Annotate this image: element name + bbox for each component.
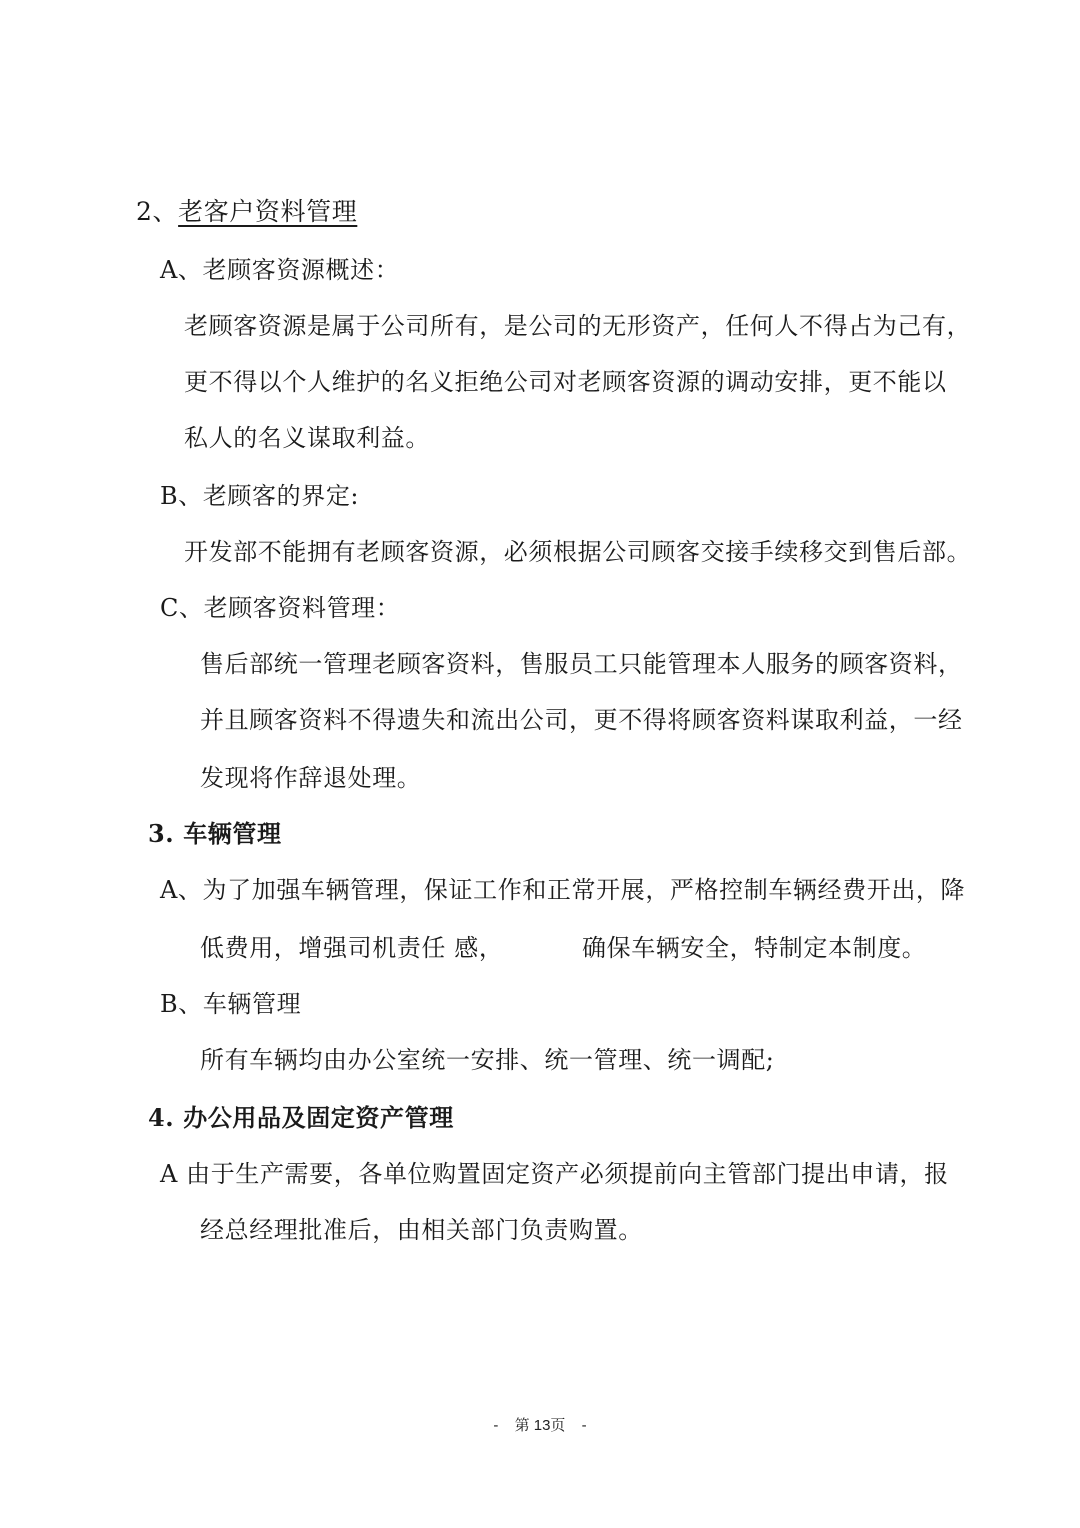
paragraph-line: A、为了加强车辆管理，保证工作和正常开展，严格控制车辆经费开出，降 <box>160 876 966 904</box>
paragraph-line: 所有车辆均由办公室统一安排、统一管理、统一调配; <box>200 1046 775 1074</box>
paragraph-line: 老顾客资源是属于公司所有，是公司的无形资产，任何人不得占为己有， <box>184 312 972 340</box>
paragraph-line: 发现将作辞退处理。 <box>200 764 422 792</box>
subsection-2a-heading: A、老顾客资源概述： <box>160 256 400 284</box>
paragraph-line: 确保车辆安全，特制定本制度。 <box>582 934 927 962</box>
paragraph-line: 经总经理批准后，由相关部门负责购置。 <box>200 1216 643 1244</box>
section-2-number: 2、 <box>136 197 179 226</box>
paragraph-line: 私人的名义谋取利益。 <box>184 424 430 452</box>
paragraph-line: 低费用，增强司机责任 感， <box>200 934 504 962</box>
section-2-title: 老客户资料管理 <box>178 197 358 226</box>
subsection-3b-heading: B、车辆管理 <box>160 990 302 1018</box>
paragraph-line: 开发部不能拥有老顾客资源，必须根据公司顾客交接手续移交到售后部。 <box>184 538 972 566</box>
footer-dash-left: - <box>493 1417 499 1434</box>
subsection-2b-heading: B、老顾客的界定: <box>160 482 360 510</box>
section-2-heading <box>136 196 357 228</box>
section-3-heading: 3. 车辆管理 <box>148 819 282 848</box>
subsection-2c-heading: C、老顾客资料管理： <box>160 594 401 622</box>
paragraph-line: 售后部统一管理老顾客资料，售服员工只能管理本人服务的顾客资料， <box>200 650 963 678</box>
paragraph-line: 并且顾客资料不得遗失和流出公司，更不得将顾客资料谋取利益，一经 <box>200 706 963 734</box>
paragraph-line: 更不得以个人维护的名义拒绝公司对老顾客资源的调动安排，更不能以 <box>184 368 947 396</box>
section-4-heading: 4. 办公用品及固定资产管理 <box>148 1103 454 1132</box>
page-number: 第 13页 <box>514 1417 566 1434</box>
paragraph-line: A 由于生产需要，各单位购置固定资产必须提前向主管部门提出申请，报 <box>160 1160 949 1188</box>
page-footer <box>0 1414 1080 1435</box>
footer-dash-right: - <box>581 1417 587 1434</box>
